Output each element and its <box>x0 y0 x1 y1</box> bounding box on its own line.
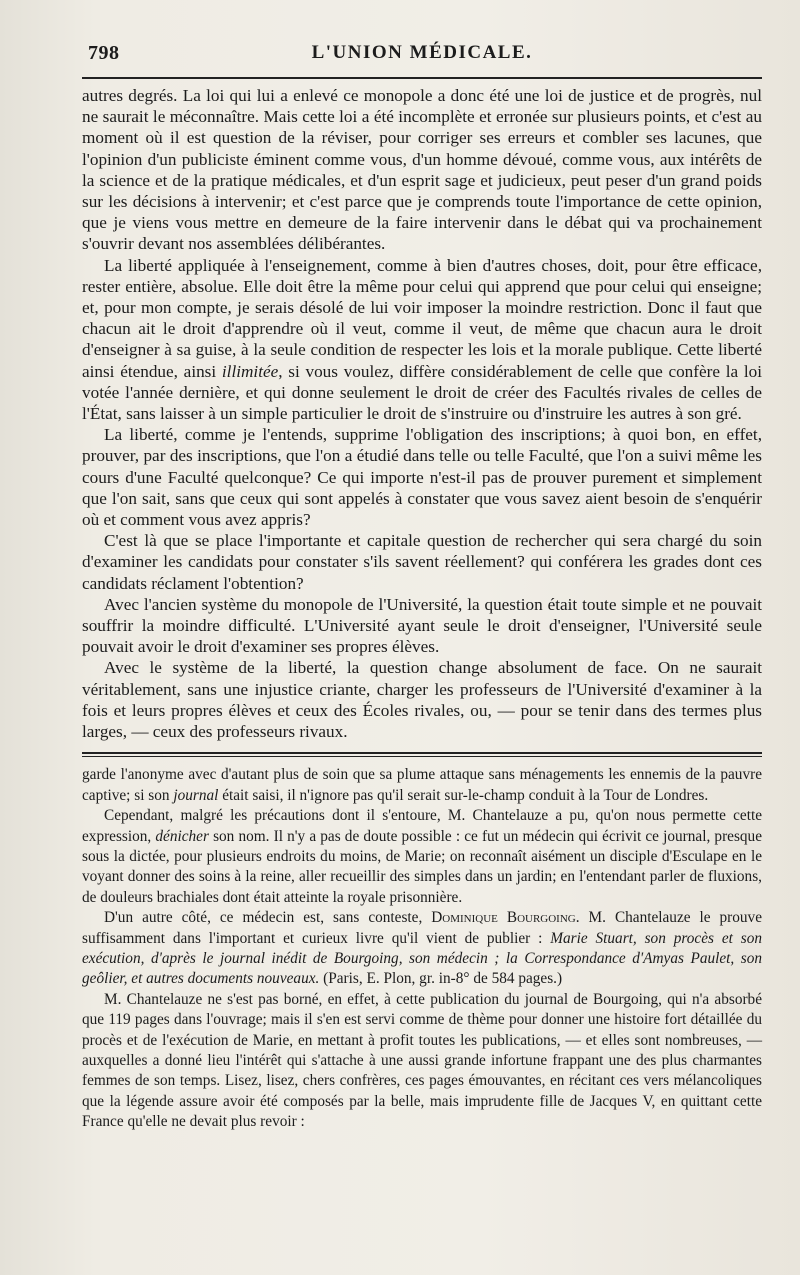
footnote-paragraph <box>82 806 762 908</box>
footnote-paragraph <box>82 765 762 806</box>
paragraph: autres degrés. La loi qui lui a enlevé ce monopole a donc été une loi de justice et de progrès, nul ne saurait le méconnaître. Mais cette loi a été incomplète et erronée sur plusieurs points, et c'est au moment où il est question de la réviser, pour corriger ses erreurs et combler ses lacunes, que l'opinion d'un publiciste éminent comme vous, d'un homme dévoué, comme vous, aux intérêts de la science et de la pratique médicales, et d'un esprit sage et judicieux, peut peser d'un grand poids sur les décisions à intervenir; et c'est parce que je comprends toute l'importance de cette opinion, que je viens vous mettre en demeure de la faire intervenir dans le débat qui va prochainement s'ouvrir devant nos assemblées délibérantes. <box>82 86 762 254</box>
page-number: 798 <box>88 42 120 64</box>
text-run: D'un autre côté, ce médecin est, sans conteste, <box>104 909 432 927</box>
paragraph: Avec l'ancien système du monopole de l'Université, la question était toute simple et ne pouvait souffrir la moindre difficulté. L'Université ayant seule le droit d'enseigner, l'Université seule pouvait avoir le droit d'examiner ses propres élèves. <box>82 594 762 657</box>
text-run: était saisi, il n'ignore pas qu'il serait sur-le-champ conduit à la Tour de Londres. <box>218 786 709 804</box>
paragraph: C'est là que se place l'importante et capitale question de rechercher qui sera chargé du soin d'examiner les candidats pour constater s'ils savent réellement? qui conférera les grades dont ces candidats réclament l'obtention? <box>82 531 762 593</box>
text-run: son nom. Il n'y a pas de doute possible : ce fut un médecin qui écrivit ce journal, presque sous la dictée, pour plusieurs endroits du moins, de Marie; on reconnaît aisément un disciple d'Esculape en le voyant donner des soins à la reine, aller recueillir des simples dans un jardin; en l'entendant parler de fluxions, de douleurs brachiales dont était atteinte la royale prisonnière. <box>82 827 762 906</box>
italic-run: journal <box>173 786 219 804</box>
text-run: garde l'anonyme avec d'autant plus de soin que sa plume attaque sans ménagements les ennemis de la pauvre captive; si son <box>82 766 762 804</box>
header-rule <box>82 77 762 79</box>
small-caps-name: Dominique Bourgoing <box>431 909 576 927</box>
footnote-text <box>82 765 762 1132</box>
italic-run: dénicher <box>155 827 209 845</box>
footnote-paragraph <box>82 908 762 990</box>
journal-title: L'UNION MÉDICALE. <box>311 42 533 63</box>
text-run: . M. Chantelauze le prouve suffisamment dans l'important et curieux livre qu'il vient de publier : <box>82 909 763 947</box>
footnote-separator <box>82 752 762 757</box>
page-header <box>82 0 762 70</box>
book-title: Marie Stuart, son procès et son exécution, d'après le journal inédit de Bourgoing, son médecin ; la Correspondance d'Amyas Paulet, son geôlier, et autres documents nouveaux. <box>82 929 762 988</box>
paragraph: La liberté appliquée à l'enseignement, comme à bien d'autres choses, doit, pour être efficace, rester entière, absolue. Elle doit être la même pour celui qui apprend que pour celui qui enseigne; et, pour mon compte, je serais désolé de lui voir imposer la moindre restriction. Donc il faut que chacun ait le droit d'apprendre où il veut, comme il veut, de même que chacun aura le droit d'enseigner à sa guise, à la seule condition de respecter les lois et la morale publique. Cette liberté ainsi étendue, ainsi illimitée, si vous voulez, diffère considérablement de celle que confère la loi votée l'année dernière, et qui donne seulement le droit de créer des Facultés rivales de celles de l'État, sans laisser à un simple particulier le droit de s'instruire ou d'instruire les autres à son gré. <box>82 255 763 424</box>
paragraph: Avec le système de la liberté, la question change absolument de face. On ne saurait véritablement, sans une injustice criante, charger les professeurs de l'Université d'examiner à la fois et leurs propres élèves et ceux des Écoles rivales, ou, — pour se tenir dans des termes plus larges, — ceux des professeurs rivaux. <box>82 658 762 742</box>
italic-run: illimitée <box>221 361 279 381</box>
text-run: (Paris, E. Plon, gr. in-8° de 584 pages.) <box>319 970 563 988</box>
text-run: Cependant, malgré les précautions dont il s'entoure, M. Chantelauze a pu, qu'on nous permette cette expression, <box>82 807 762 845</box>
main-article-text <box>82 85 762 742</box>
paragraph: La liberté, comme je l'entends, supprime l'obligation des inscriptions; à quoi bon, en effet, prouver, par des inscriptions, que l'on a étudié dans telle ou telle Faculté, que l'on a suivi même les cours d'une Faculté quelconque? Ce qui importe n'est-il pas de prouver purement et simplement que l'on sait, sans que ceux qui sont appelés à constater que vous savez aient besoin de s'enquérir où et comment vous avez appris? <box>82 425 762 530</box>
footnote-paragraph: M. Chantelauze ne s'est pas borné, en effet, à cette publication du journal de Bourgoing, qui n'a absorbé que 119 pages dans l'ouvrage; mais il s'en est servi comme de thème pour donner une histoire fort détaillée du procès et de l'exécution de Marie, en mettant à profit toutes les publications, — et elles sont nombreuses, — auxquelles a donné lieu l'intérêt qui s'attache à une aussi grande infortune frappant une des plus charmantes femmes de son temps. Lisez, lisez, chers confrères, ces pages émouvantes, en récitant ces vers mélancoliques que la légende assure avoir été composés par la belle, mais imprudente fille de Jacques V, en quittant cette France qu'elle ne devait plus revoir : <box>82 990 762 1131</box>
